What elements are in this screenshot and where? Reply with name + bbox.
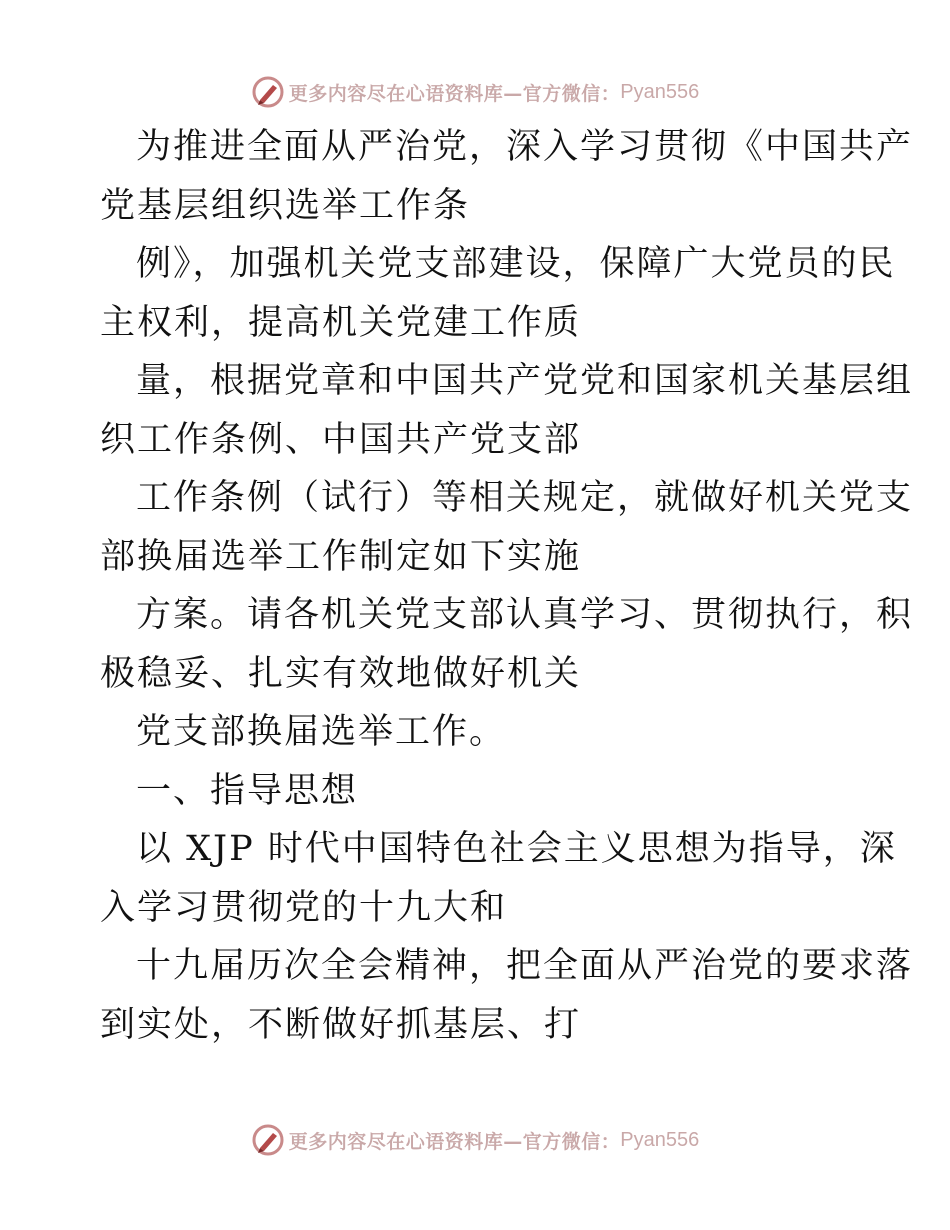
pen-logo-icon xyxy=(251,75,285,109)
watermark-id: Pyan556 xyxy=(620,80,700,103)
text-line: 党支部换届选举工作。 xyxy=(136,712,507,752)
text-line: 例》，加强机关党支部建设，保障广大党员的民 xyxy=(136,244,896,284)
pen-logo-icon xyxy=(251,1123,285,1157)
text-line: 到实处，不断做好抓基层、打 xyxy=(100,1004,582,1045)
text-line: 工作条例（试行）等相关规定，就做好机关党支 xyxy=(136,478,914,518)
text-line: 部换届选举工作制定如下实施 xyxy=(100,536,582,577)
document-body xyxy=(100,118,914,1054)
watermark-banner-top xyxy=(0,72,950,112)
text-line: 织工作条例、中国共产党支部 xyxy=(100,419,582,460)
text-line: 入学习贯彻党的十九大和 xyxy=(100,887,508,928)
section-heading: 一、指导思想 xyxy=(136,770,359,811)
text-line: 量，根据党章和中国共产党党和国家机关基层组 xyxy=(136,361,914,401)
watermark-text: 更多内容尽在心语资料库—官方微信： xyxy=(288,82,621,105)
text-line: 极稳妥、扎实有效地做好机关 xyxy=(100,653,582,694)
text-line: 为推进全面从严治党，深入学习贯彻《中国共产 xyxy=(136,127,914,167)
text-line: 主权利，提高机关党建工作质 xyxy=(100,302,582,343)
text-line: 方案。请各机关党支部认真学习、贯彻执行，积 xyxy=(136,595,914,635)
watermark-text: 更多内容尽在心语资料库—官方微信： xyxy=(288,1130,621,1153)
watermark-id: Pyan556 xyxy=(620,1128,700,1151)
watermark-banner-bottom xyxy=(0,1120,950,1160)
text-line: 党基层组织选举工作条 xyxy=(100,185,471,226)
text-line: 十九届历次全会精神，把全面从严治党的要求落 xyxy=(136,946,914,986)
text-line: 以 XJP 时代中国特色社会主义思想为指导，深 xyxy=(136,829,897,869)
